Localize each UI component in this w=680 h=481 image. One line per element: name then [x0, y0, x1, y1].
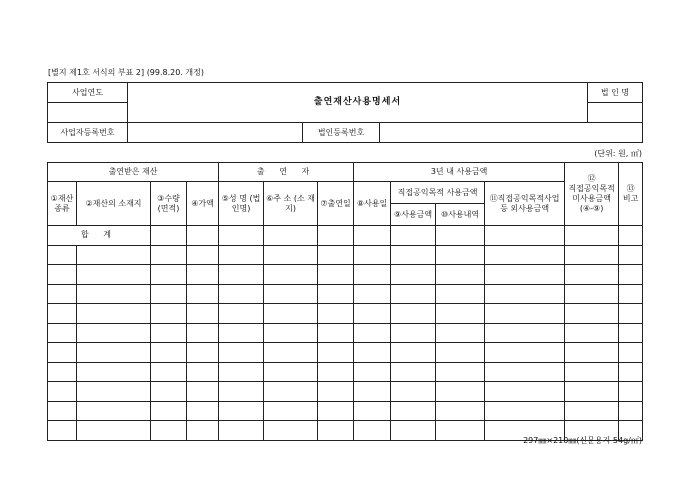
table-cell[interactable]: [48, 421, 77, 441]
table-cell[interactable]: [485, 284, 565, 304]
table-cell[interactable]: [391, 343, 436, 363]
table-cell[interactable]: [318, 304, 354, 324]
table-cell[interactable]: [151, 362, 187, 382]
table-cell[interactable]: [485, 304, 565, 324]
table-cell[interactable]: [264, 382, 318, 402]
table-cell[interactable]: [48, 284, 77, 304]
table-cell[interactable]: [436, 226, 485, 246]
table-cell[interactable]: [48, 245, 77, 265]
group-usage: 3년 내 사용금액: [354, 163, 565, 182]
col-quantity: ③수량 (면적): [151, 182, 187, 226]
table-cell[interactable]: [187, 226, 219, 246]
table-cell[interactable]: [565, 245, 619, 265]
table-cell[interactable]: [391, 323, 436, 343]
table-row: [48, 343, 643, 363]
table-cell[interactable]: [391, 421, 436, 441]
table-cell[interactable]: [436, 362, 485, 382]
year-value[interactable]: [48, 103, 128, 123]
table-cell[interactable]: [619, 226, 643, 246]
table-row: [48, 401, 643, 421]
usage-table: [47, 162, 643, 441]
table-cell[interactable]: [619, 304, 643, 324]
table-cell[interactable]: [619, 382, 643, 402]
table-cell[interactable]: [48, 265, 77, 285]
table-cell[interactable]: [77, 421, 151, 441]
table-cell[interactable]: [619, 401, 643, 421]
table-cell[interactable]: [354, 245, 391, 265]
col-usage-detail: ⑩사용내역: [436, 204, 485, 226]
table-cell[interactable]: [485, 323, 565, 343]
table-row: [48, 382, 643, 402]
table-cell[interactable]: [77, 284, 151, 304]
table-cell[interactable]: [187, 382, 219, 402]
table-cell[interactable]: [391, 245, 436, 265]
table-row: [48, 304, 643, 324]
sub-direct-usage: 직접공익목적 사용금액: [391, 182, 485, 204]
paper-spec: 297㎜×210㎜(신문용지 54g/㎡): [523, 436, 642, 445]
table-cell[interactable]: [77, 265, 151, 285]
table-cell[interactable]: [48, 362, 77, 382]
table-cell[interactable]: [264, 265, 318, 285]
table-cell[interactable]: [219, 284, 264, 304]
table-cell[interactable]: [391, 362, 436, 382]
year-label: 사업연도: [48, 83, 128, 103]
table-cell[interactable]: [318, 245, 354, 265]
table-cell[interactable]: [151, 323, 187, 343]
table-cell[interactable]: [619, 362, 643, 382]
table-cell[interactable]: [436, 401, 485, 421]
col-remark-num: ⑬: [626, 184, 635, 193]
table-cell[interactable]: [187, 265, 219, 285]
table-cell[interactable]: [619, 245, 643, 265]
table-cell[interactable]: [187, 343, 219, 363]
biz-reg-value[interactable]: [128, 123, 303, 143]
group-received: 출연받은 재산: [48, 163, 219, 182]
corp-name-label: 법 인 명: [588, 83, 643, 103]
col-unused-label: 직접공익목적 미사용금액 (④-⑨): [568, 184, 615, 213]
table-cell[interactable]: [354, 343, 391, 363]
table-cell[interactable]: [318, 401, 354, 421]
blank-rows: [48, 245, 643, 440]
table-cell[interactable]: [485, 382, 565, 402]
table-cell[interactable]: [48, 304, 77, 324]
table-cell[interactable]: [151, 284, 187, 304]
table-cell[interactable]: [151, 343, 187, 363]
table-cell[interactable]: [391, 226, 436, 246]
table-cell[interactable]: [264, 304, 318, 324]
table-cell[interactable]: [219, 304, 264, 324]
col-donor-name: ⑤성 명 (법인명): [219, 182, 264, 226]
table-cell[interactable]: [187, 362, 219, 382]
table-cell[interactable]: [187, 421, 219, 441]
table-cell[interactable]: [619, 265, 643, 285]
table-cell[interactable]: [485, 245, 565, 265]
table-cell[interactable]: [151, 304, 187, 324]
total-label: 합 계: [48, 226, 151, 246]
table-row: [48, 265, 643, 285]
table-cell[interactable]: [264, 323, 318, 343]
table-cell[interactable]: [219, 226, 264, 246]
table-cell[interactable]: [354, 226, 391, 246]
table-cell[interactable]: [565, 343, 619, 363]
table-cell[interactable]: [565, 265, 619, 285]
group-donor: 출 연 자: [219, 163, 354, 182]
col-remark: [619, 163, 643, 226]
table-row: [48, 245, 643, 265]
table-cell[interactable]: [77, 362, 151, 382]
table-cell[interactable]: [318, 284, 354, 304]
table-cell[interactable]: [391, 265, 436, 285]
table-cell[interactable]: [485, 265, 565, 285]
table-cell[interactable]: [391, 382, 436, 402]
table-cell[interactable]: [436, 245, 485, 265]
table-cell[interactable]: [187, 401, 219, 421]
table-cell[interactable]: [565, 304, 619, 324]
table-cell[interactable]: [77, 323, 151, 343]
table-cell[interactable]: [264, 284, 318, 304]
table-cell[interactable]: [219, 343, 264, 363]
table-cell[interactable]: [436, 323, 485, 343]
table-cell[interactable]: [354, 323, 391, 343]
table-cell[interactable]: [318, 362, 354, 382]
table-cell[interactable]: [264, 343, 318, 363]
corp-name-value[interactable]: [588, 103, 643, 123]
table-cell[interactable]: [219, 245, 264, 265]
table-cell[interactable]: [565, 284, 619, 304]
table-cell[interactable]: [391, 401, 436, 421]
table-cell[interactable]: [318, 265, 354, 285]
table-cell[interactable]: [187, 284, 219, 304]
table-cell[interactable]: [318, 421, 354, 441]
col-other-usage: ⑪직접공익목적사업 등 외사용금액: [485, 182, 565, 226]
table-cell[interactable]: [436, 265, 485, 285]
table-cell[interactable]: [219, 323, 264, 343]
table-cell[interactable]: [565, 226, 619, 246]
table-cell[interactable]: [485, 362, 565, 382]
table-cell[interactable]: [151, 265, 187, 285]
table-cell[interactable]: [619, 284, 643, 304]
col-asset-type: ①재산 종류: [48, 182, 77, 226]
col-donor-address: ⑥주 소 (소 재 지): [264, 182, 318, 226]
col-donation-date: ⑦출연일: [318, 182, 354, 226]
table-cell[interactable]: [354, 401, 391, 421]
unit-label: (단위: 원, ㎡): [594, 149, 642, 158]
table-cell[interactable]: [151, 245, 187, 265]
col-remark-label: 비고: [622, 194, 639, 203]
table-cell[interactable]: [151, 401, 187, 421]
table-cell[interactable]: [436, 343, 485, 363]
table-cell[interactable]: [436, 284, 485, 304]
table-cell[interactable]: [219, 421, 264, 441]
table-cell[interactable]: [565, 362, 619, 382]
table-cell[interactable]: [48, 343, 77, 363]
table-cell[interactable]: [565, 401, 619, 421]
table-cell[interactable]: [77, 401, 151, 421]
table-cell[interactable]: [264, 401, 318, 421]
table-cell[interactable]: [219, 382, 264, 402]
table-cell[interactable]: [187, 323, 219, 343]
table-cell[interactable]: [354, 421, 391, 441]
table-cell[interactable]: [354, 284, 391, 304]
table-cell[interactable]: [264, 245, 318, 265]
table-cell[interactable]: [77, 245, 151, 265]
table-cell[interactable]: [219, 401, 264, 421]
table-cell[interactable]: [77, 343, 151, 363]
table-cell[interactable]: [187, 304, 219, 324]
col-unused-num: ⑫: [587, 174, 596, 183]
table-cell[interactable]: [485, 343, 565, 363]
form-title: 출연재산사용명세서: [128, 83, 588, 123]
table-row: [48, 284, 643, 304]
table-cell[interactable]: [354, 382, 391, 402]
table-cell[interactable]: [318, 226, 354, 246]
table-cell[interactable]: [436, 421, 485, 441]
table-cell[interactable]: [264, 226, 318, 246]
header-table: [47, 82, 643, 143]
table-cell[interactable]: [77, 382, 151, 402]
table-cell[interactable]: [151, 226, 187, 246]
col-usage-amount: ⑨사용금액: [391, 204, 436, 226]
table-cell[interactable]: [391, 304, 436, 324]
table-row: [48, 362, 643, 382]
corp-reg-value[interactable]: [380, 123, 643, 143]
table-cell[interactable]: [436, 304, 485, 324]
table-cell[interactable]: [391, 284, 436, 304]
table-cell[interactable]: [318, 343, 354, 363]
biz-reg-label: 사업자등록번호: [48, 123, 128, 143]
table-cell[interactable]: [619, 343, 643, 363]
corp-reg-label: 법인등록번호: [303, 123, 380, 143]
table-cell[interactable]: [264, 421, 318, 441]
table-cell[interactable]: [318, 382, 354, 402]
table-cell[interactable]: [151, 382, 187, 402]
table-cell[interactable]: [619, 323, 643, 343]
table-cell[interactable]: [354, 362, 391, 382]
table-cell[interactable]: [485, 401, 565, 421]
form-caption: [별지 제1호 서식의 부표 2] (99.8.20. 개정): [48, 68, 205, 77]
table-cell[interactable]: [151, 421, 187, 441]
table-cell[interactable]: [48, 401, 77, 421]
table-cell[interactable]: [354, 304, 391, 324]
table-cell[interactable]: [219, 265, 264, 285]
table-row: [48, 323, 643, 343]
table-cell[interactable]: [48, 382, 77, 402]
table-cell[interactable]: [565, 382, 619, 402]
col-value: ④가액: [187, 182, 219, 226]
table-cell[interactable]: [48, 323, 77, 343]
col-usage-date: ⑧사용일: [354, 182, 391, 226]
table-cell[interactable]: [565, 323, 619, 343]
table-cell[interactable]: [187, 245, 219, 265]
table-cell[interactable]: [436, 382, 485, 402]
table-cell[interactable]: [264, 362, 318, 382]
col-unused: [565, 163, 619, 226]
col-asset-location: ②재산의 소재지: [77, 182, 151, 226]
table-cell[interactable]: [354, 265, 391, 285]
table-cell[interactable]: [219, 362, 264, 382]
table-cell[interactable]: [77, 304, 151, 324]
table-cell[interactable]: [485, 226, 565, 246]
table-cell[interactable]: [318, 323, 354, 343]
